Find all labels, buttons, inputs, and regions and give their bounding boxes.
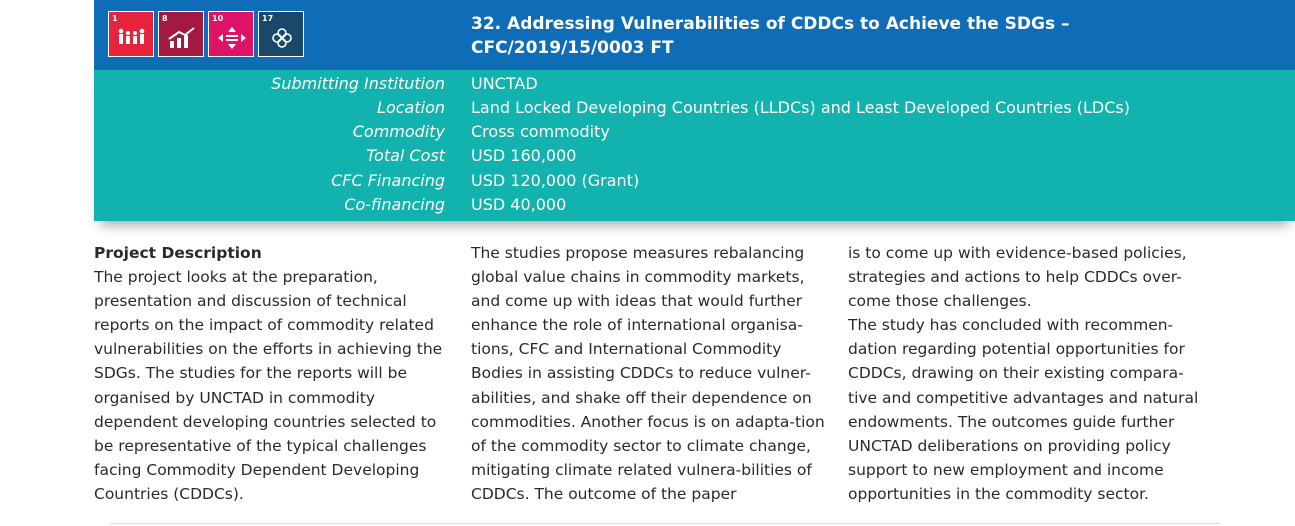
sdg-icon-row: [108, 11, 304, 57]
detail-value: USD 40,000: [471, 195, 567, 214]
detail-value: USD 120,000 (Grant): [471, 171, 640, 190]
description-paragraph: The study has concluded with recommen-dation regarding potential opportunities for CDDCs, drawing on their existing compara-tive and competitive advantages and natural endowments. The outcomes guide further UNCTAD deliberations on providing policy support to new employment and income opportunities in the commodity sector.: [848, 316, 1199, 503]
detail-value: Land Locked Developing Countries (LLDCs) and Least Developed Countries (LDCs): [471, 98, 1130, 117]
project-header: [94, 0, 1295, 70]
project-title-line-2: CFC/2019/15/0003 FT: [471, 38, 674, 58]
sdg-8-decent-work-icon: [158, 11, 204, 57]
detail-value: Cross commodity: [471, 122, 610, 141]
description-paragraph: is to come up with evidence-based policies, strategies and actions to help CDDCs over-come those challenges.: [848, 244, 1187, 311]
detail-row-total-cost: [94, 144, 1295, 168]
description-paragraph: The project looks at the preparation, presentation and discussion of technical reports on the impact of commodity related vulnerabilities on the efforts in achieving the SDGs. The studies for the reports will be organised by UNCTAD in commodity dependent developing countries selected to be representative of the typical challenges facing Commodity Dependent Developing Countries (CDDCs).: [94, 268, 443, 503]
detail-row-cfc-financing: [94, 169, 1295, 193]
detail-value: UNCTAD: [471, 74, 538, 93]
detail-row-co-financing: [94, 193, 1295, 217]
description-column-1: [94, 241, 449, 506]
detail-label: Commodity: [352, 122, 445, 141]
sdg-17-partnerships-icon: [258, 11, 304, 57]
sdg-10-reduced-inequalities-icon: [208, 11, 254, 57]
sdg-number: 10: [212, 14, 224, 23]
project-details-panel: [94, 70, 1295, 221]
detail-label: Total Cost: [366, 146, 445, 165]
description-column-2: [471, 241, 826, 506]
sdg-1-no-poverty-icon: [108, 11, 154, 57]
detail-label: Location: [377, 98, 445, 117]
sdg-number: 17: [262, 14, 274, 23]
detail-label: Submitting Institution: [271, 74, 445, 93]
description-column-3: [848, 241, 1208, 506]
detail-label: Co-financing: [344, 195, 445, 214]
detail-label: CFC Financing: [331, 171, 445, 190]
detail-row-submitting-institution: [94, 72, 1295, 96]
detail-row-commodity: [94, 120, 1295, 144]
project-title: [471, 12, 1271, 60]
detail-row-location: [94, 96, 1295, 120]
project-title-line-1: 32. Addressing Vulnerabilities of CDDCs to Achieve the SDGs –: [471, 14, 1070, 34]
detail-value: USD 160,000: [471, 146, 577, 165]
sdg-number: 1: [112, 14, 118, 23]
description-heading: Project Description: [94, 244, 262, 262]
description-paragraph: The studies propose measures rebalancing global value chains in commodity markets, and come up with ideas that would further enhance the role of international organisa-tions, CFC and International Commodity Bodies in assisting CDDCs to reduce vulner-abilities, and shake off their dependence on commodities. Another focus is on adapta-tion of the commodity sector to climate change, mitigating climate related vulnera-bilities of CDDCs. The outcome of the paper: [471, 244, 825, 503]
divider: [110, 523, 1220, 524]
sdg-number: 8: [162, 14, 168, 23]
